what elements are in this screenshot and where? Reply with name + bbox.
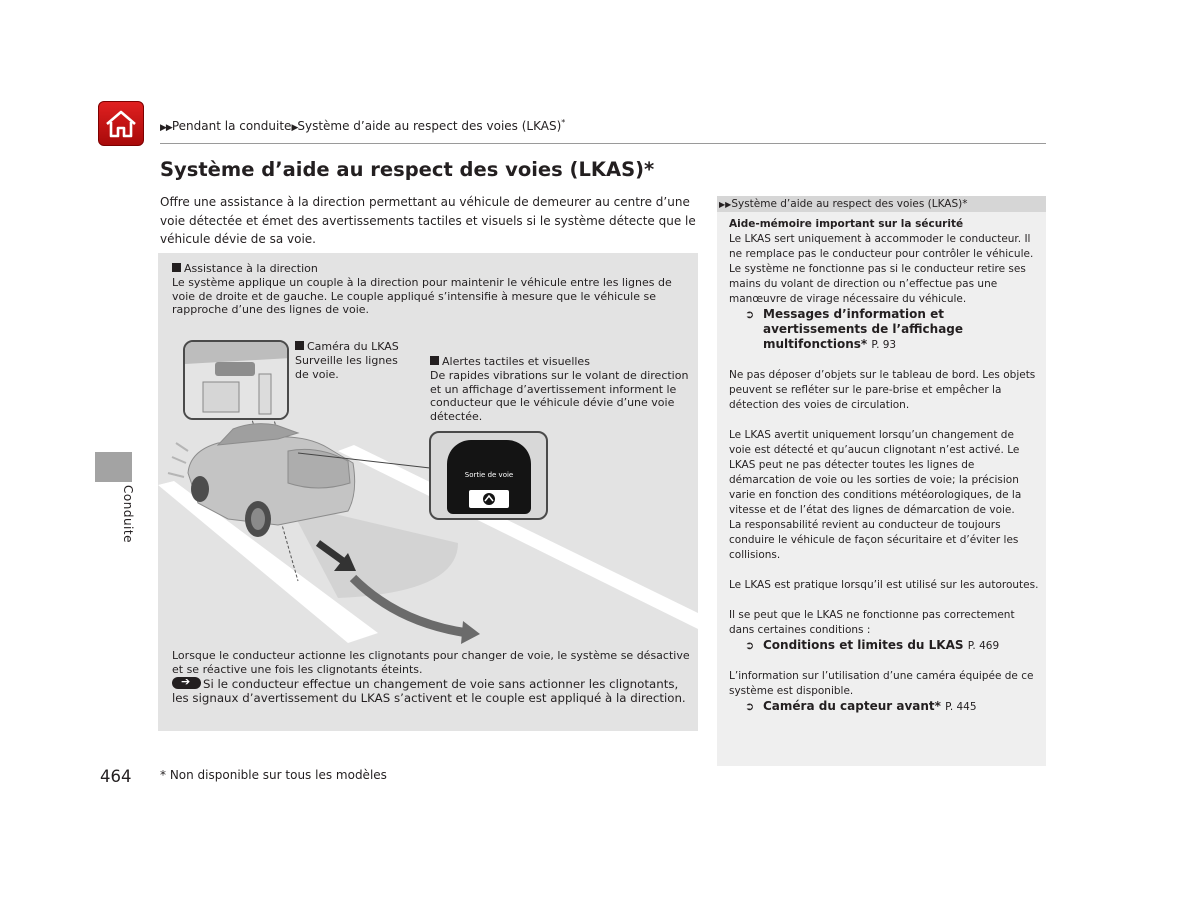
- alerts-text: De rapides vibrations sur le volant de direction et un affichage d’avertissement informent le conducteur que le véhicule dévie d’une voie détectée.: [430, 368, 689, 424]
- home-icon: [104, 109, 138, 139]
- chapter-label: Conduite: [121, 485, 135, 543]
- lane-return-arrowhead: [461, 621, 480, 644]
- xref-arrow-icon: ➲: [745, 639, 755, 652]
- bullet-square-icon: [172, 263, 181, 272]
- display-message: Sortie de voie: [464, 471, 514, 479]
- steering-assist-block: [172, 262, 692, 317]
- xref-conditions-page: P. 469: [967, 640, 1000, 652]
- alerts-callout: [430, 355, 696, 424]
- home-button[interactable]: [98, 101, 144, 146]
- camera-callout: [295, 340, 405, 381]
- sidebar-header-text: Système d’aide au respect des voies (LKAS)*: [731, 198, 968, 210]
- xref-conditions-label: Conditions et limites du LKAS: [763, 638, 964, 652]
- bullet-square-icon: [295, 341, 304, 350]
- xref-camera-label: Caméra du capteur avant*: [763, 699, 941, 713]
- xref-arrow-icon: ➲: [745, 308, 755, 321]
- breadcrumb-arrow-icon: ▶▶: [160, 123, 172, 133]
- steering-assist-heading: Assistance à la direction: [184, 262, 318, 275]
- double-arrow-icon: ▶▶: [719, 200, 732, 209]
- safety-text: Le LKAS sert uniquement à accommoder le conducteur. Il ne remplace pas le conducteur pour contrôler le véhicule. Le système ne fonctionne pas si le conducteur retire ses mains du volant de direction ou n’effectue pas une manœuvre de virage nécessaire du véhicule.: [729, 233, 1034, 305]
- display-inset: [429, 431, 548, 520]
- breadcrumb: [160, 118, 565, 133]
- sidebar-notes: [717, 196, 1046, 766]
- sidebar-header: [717, 196, 1046, 212]
- header-rule: [160, 143, 1046, 144]
- windshield-camera-icon: [185, 342, 289, 420]
- chapter-tab[interactable]: [95, 452, 132, 482]
- steering-assist-text: Le système applique un couple à la direction pour maintenir le véhicule entre les lignes de voie de droite et de gauche. Le couple appliqué s’intensifie à mesure que le véhicule se rapproche d’une des lignes de voie.: [172, 275, 672, 317]
- breadcrumb-arrow-icon: ▶: [291, 123, 298, 133]
- xref-camera-page: P. 445: [945, 701, 977, 713]
- breadcrumb-asterisk: *: [561, 118, 566, 127]
- xref-arrow-icon: ➲: [745, 700, 755, 713]
- sidebar-para-highway: Le LKAS est pratique lorsqu’il est utilisé sur les autoroutes.: [729, 579, 1039, 591]
- camera-inset: [183, 340, 289, 420]
- sidebar-body: [729, 217, 1039, 715]
- safety-title: Aide-mémoire important sur la sécurité: [729, 218, 964, 230]
- sidebar-para-detection: Le LKAS avertit uniquement lorsqu’un changement de voie est détecté et qu’aucun clignotant n’est activé. Le LKAS peut ne pas détecter toutes les lignes de démarcation de voie ou les sorties de voie; la précision varie en fonction des conditions météorologiques, de la vitesse et de l’état des lignes de démarcation de voie.: [729, 429, 1022, 516]
- multi-info-display: [447, 440, 531, 514]
- xref-link-conditions[interactable]: [729, 638, 1039, 654]
- page-number: 464: [100, 767, 132, 786]
- intro-paragraph: Offre une assistance à la direction permettant au véhicule de demeurer au centre d’une voie détectée et émet des avertissements tactiles et visuels si le système détecte que le véhicule dévie de sa voie.: [160, 195, 696, 246]
- turn-signal-text: Lorsque le conducteur actionne les clignotants pour changer de voie, le système se désactive et se réactive une fois les clignotants éteints.: [172, 649, 690, 676]
- camera-heading: Caméra du LKAS: [307, 340, 399, 353]
- xref-link-camera[interactable]: [729, 699, 1039, 715]
- sidebar-para-conditions: Il se peut que le LKAS ne fonctionne pas correctement dans certaines conditions :: [729, 609, 1015, 636]
- lane-departure-icon: [469, 490, 509, 508]
- bullet-square-icon: [430, 356, 439, 365]
- page-title: Système d’aide au respect des voies (LKAS)*: [160, 158, 655, 181]
- alerts-heading: Alertes tactiles et visuelles: [442, 355, 590, 368]
- warning-text: Si le conducteur effectue un changement de voie sans actionner les clignotants, les signaux d’avertissement du LKAS s’activent et le couple est appliqué à la direction.: [172, 677, 686, 705]
- breadcrumb-current: Système d’aide au respect des voies (LKAS): [297, 119, 562, 133]
- lkas-figure: [158, 253, 698, 731]
- xref-messages-page: P. 93: [871, 339, 897, 351]
- sidebar-para-camera: L’information sur l’utilisation d’une caméra équipée de ce système est disponible.: [729, 670, 1034, 697]
- sidebar-para-dashboard: Ne pas déposer d’objets sur le tableau de bord. Les objets peuvent se refléter sur le pare-brise et empêcher la détection des voies de circulation.: [729, 369, 1036, 411]
- action-arrow-icon: ➔: [172, 677, 201, 689]
- warning-block: [172, 677, 694, 705]
- xref-link-messages[interactable]: [729, 307, 1039, 353]
- xref-messages-label: Messages d’information et avertissements de l’affichage multifonctions*: [763, 307, 964, 351]
- breadcrumb-link-conduite[interactable]: Pendant la conduite: [171, 119, 292, 133]
- footnote: * Non disponible sur tous les modèles: [160, 768, 387, 782]
- camera-text: Surveille les lignes de voie.: [295, 353, 398, 381]
- sidebar-para-responsibility: La responsabilité revient au conducteur de toujours conduire le véhicule de façon sécuritaire et d’éviter les collisions.: [729, 519, 1019, 561]
